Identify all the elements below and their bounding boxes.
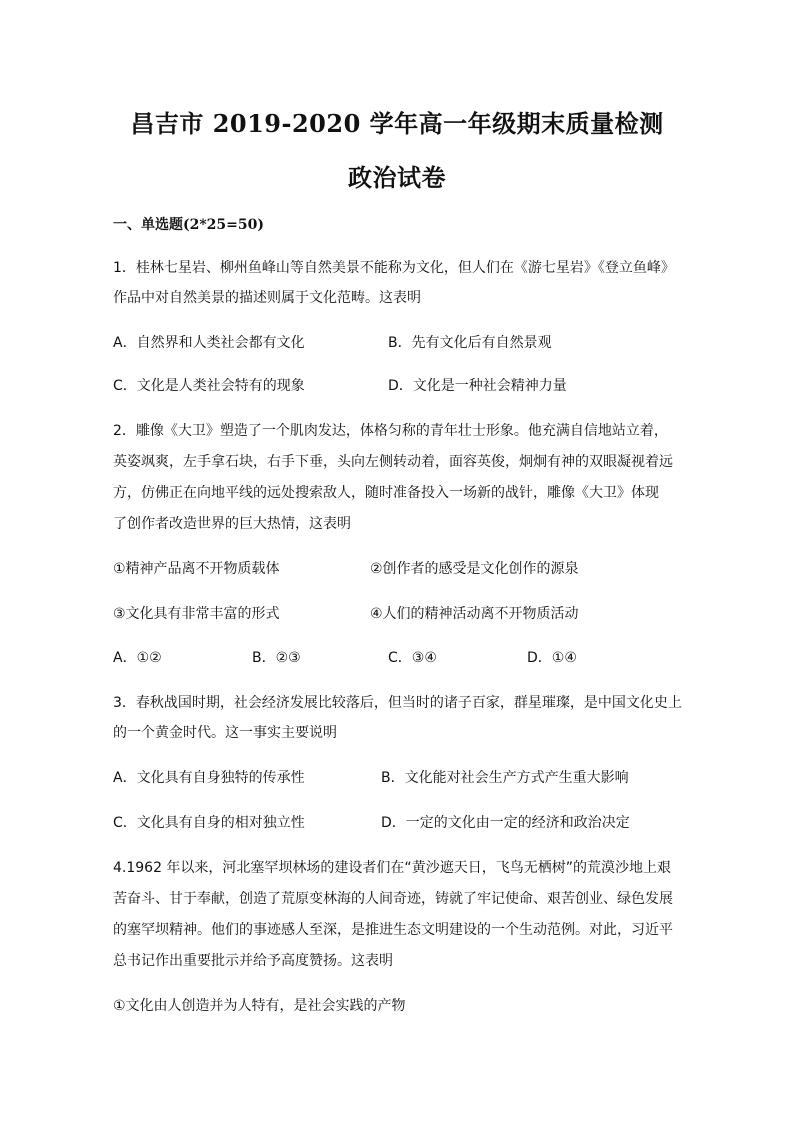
q2-stem-line-1: 2．雕像《大卫》塑造了一个肌肉发达，体格匀称的青年壮士形象。他充满自信地站立着， (113, 423, 668, 439)
q2-statement-1: ①精神产品离不开物质载体 (113, 561, 280, 577)
q3-option-d: D．一定的文化由一定的经济和政治决定 (381, 815, 630, 831)
q2-option-a: A．①② (113, 650, 162, 666)
q2-stem-line-2: 英姿飒爽，左手拿石块，右手下垂，头向左侧转动着，面容英俊，炯炯有神的双眼凝视着远 (113, 454, 673, 470)
q2-statement-2: ②创作者的感受是文化创作的源泉 (370, 561, 579, 577)
q4-stem-line-4: 总书记作出重要批示并给予高度赞扬。这表明 (113, 953, 393, 969)
q3-option-a: A．文化具有自身独特的传承性 (113, 770, 305, 786)
q2-statement-3: ③文化具有非常丰富的形式 (113, 606, 280, 622)
q3-option-c: C．文化具有自身的相对独立性 (113, 815, 305, 831)
q2-statement-4: ④人们的精神活动离不开物质活动 (370, 606, 579, 622)
q2-option-b: B．②③ (252, 650, 301, 666)
q4-statement-1: ①文化由人创造并为人特有，是社会实践的产物 (113, 998, 406, 1014)
q1-stem-line-2: 作品中对自然美景的描述则属于文化范畴。这表明 (113, 290, 421, 306)
q1-option-d: D．文化是一种社会精神力量 (388, 378, 567, 394)
q1-stem-line-1: 1．桂林七星岩、柳州鱼峰山等自然美景不能称为文化，但人们在《游七星岩》《登立鱼峰》 (113, 260, 675, 276)
q2-option-d: D．①④ (527, 650, 577, 666)
q1-option-c: C．文化是人类社会特有的现象 (113, 378, 305, 394)
exam-subject-title: 政治试卷 (348, 163, 446, 192)
q3-stem-line-1: 3．春秋战国时期，社会经济发展比较落后，但当时的诸子百家，群星璀璨，是中国文化史上 (113, 695, 682, 711)
q1-option-a: A．自然界和人类社会都有文化 (113, 335, 305, 351)
q2-stem-line-3: 方，仿佛正在向地平线的远处搜索敌人，随时准备投入一场新的战针，雕像《大卫》体现 (113, 485, 659, 501)
q2-option-c: C．③④ (388, 650, 437, 666)
q4-stem-line-1: 4.1962 年以来，河北塞罕坝林场的建设者们在“黄沙遮天日，飞鸟无栖树”的荒漠沙地上艰 (113, 860, 671, 876)
q4-stem-line-2: 苦奋斗、甘于奉献，创造了荒原变林海的人间奇迹，铸就了牢记使命、艰苦创业、绿色发展 (113, 891, 673, 907)
section-heading: 一、单选题(2*25=50) (113, 217, 265, 233)
q3-option-b: B．文化能对社会生产方式产生重大影响 (381, 770, 629, 786)
q2-stem-line-4: 了创作者改造世界的巨大热情，这表明 (113, 516, 351, 532)
q1-option-b: B．先有文化后有自然景观 (388, 335, 552, 351)
exam-title: 昌吉市 2019-2020 学年高一年级期末质量检测 (130, 109, 664, 138)
q3-stem-line-2: 的一个黄金时代。这一事实主要说明 (113, 725, 337, 741)
q4-stem-line-3: 的塞罕坝精神。他们的事迹感人至深，是推进生态文明建设的一个生动范例。对此，习近平 (113, 922, 673, 938)
